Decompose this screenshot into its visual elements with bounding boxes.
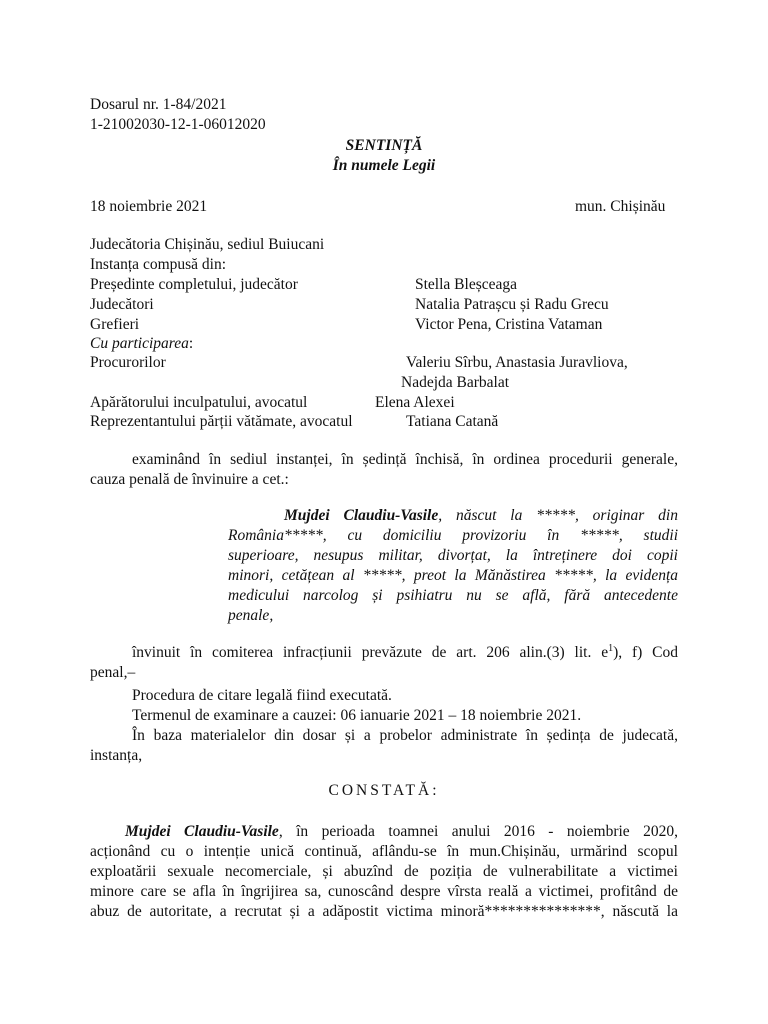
constata-line-4: minore care se afla în îngrijirea sa, cunoscând despre vîrsta reală a victimei, profitând de	[90, 883, 678, 900]
prosecutors-label: Procurorilor	[90, 354, 166, 371]
sentence-place: mun. Chișinău	[575, 198, 666, 215]
defendant-line-3: superioare, nesupus militar, divorțat, la întreținere doi copii	[228, 547, 678, 564]
court-name: Judecătoria Chișinău, sediul Buiucani	[90, 236, 325, 253]
defendant-line-6: penale,	[228, 607, 274, 624]
procedure-note: Procedura de citare legală fiind executată.	[132, 687, 392, 704]
defendant-line-1: Mujdei Claudiu-Vasile, născut la *****, originar din	[284, 507, 678, 524]
prosecutors-value-1: Valeriu Sîrbu, Anastasia Juravliova,	[406, 354, 628, 371]
charge-line-2: penal,–	[90, 664, 136, 681]
basis-line-1: În baza materialelor din dosar și a probelor administrate în ședința de judecată,	[132, 727, 678, 744]
judges-label: Judecători	[90, 296, 154, 313]
defendant-line-4: minori, cetățean al *****, preot la Mănăstirea *****, la evidența	[228, 567, 678, 584]
charge-line-1: învinuit în comiterea infracțiunii prevăzute de art. 206 alin.(3) lit. $e^1$), f) Cod	[132, 642, 679, 661]
presiding-label: Președinte completului, judecător	[90, 276, 298, 293]
sentence-date: 18 noiembrie 2021	[90, 198, 208, 215]
judges-value: Natalia Patrașcu și Radu Grecu	[415, 296, 609, 313]
constata-line-5: abuz de autoritate, a recrutat și a adăpostit victima minoră***************, născută la	[90, 903, 678, 920]
victim-rep-label: Reprezentantului părții vătămate, avocatul	[90, 413, 353, 430]
intro-line-2: cauza penală de învinuire a cet.:	[90, 471, 289, 488]
constata-heading: CONSTATĂ:	[328, 782, 440, 799]
case-number: Dosarul nr. 1-84/2021	[90, 96, 227, 113]
presiding-value: Stella Bleșceaga	[415, 276, 517, 293]
defendant-line-5: medicului narcolog și psihiatru nu se află, fără antecedente	[228, 587, 678, 604]
constata-line-3: exploatării sexuale necomerciale, și abuzînd de poziția de vulnerabilitate a victimei	[90, 863, 678, 880]
constata-defendant-name: Mujdei Claudiu-Vasile	[125, 823, 279, 840]
participation-label: Cu participarea	[90, 335, 189, 352]
defender-label: Apărătorului inculpatului, avocatul	[90, 394, 308, 411]
defender-value: Elena Alexei	[375, 394, 455, 411]
prosecutors-value-2: Nadejda Barbalat	[401, 374, 510, 391]
defendant-name: Mujdei Claudiu-Vasile	[284, 507, 439, 524]
participation-line	[90, 334, 193, 354]
document-subtitle: În numele Legii	[332, 157, 436, 174]
clerks-value: Victor Pena, Cristina Vataman	[415, 316, 603, 333]
constata-line-2: acționând cu o intenție unică continuă, aflându-se în mun.Chișinău, urmărind scopul	[90, 843, 678, 860]
basis-line-2: instanța,	[90, 747, 143, 764]
examination-term: Termenul de examinare a cauzei: 06 ianuarie 2021 – 18 noiembrie 2021.	[132, 707, 582, 724]
case-code: 1-21002030-12-1-06012020	[90, 116, 266, 133]
victim-rep-value: Tatiana Catană	[406, 413, 499, 430]
clerks-label: Grefieri	[90, 316, 140, 333]
composition-label: Instanța compusă din:	[90, 256, 227, 273]
document-title: SENTINȚĂ	[345, 137, 423, 154]
constata-line-1: Mujdei Claudiu-Vasile, în perioada toamnei anului 2016 - noiembrie 2020,	[125, 823, 678, 840]
defendant-line-2: România*****, cu domiciliu provizoriu în *****, studii	[228, 527, 678, 544]
intro-line-1: examinând în sediul instanței, în ședință închisă, în ordinea procedurii generale,	[132, 451, 678, 468]
participation-colon: :	[188, 335, 194, 352]
